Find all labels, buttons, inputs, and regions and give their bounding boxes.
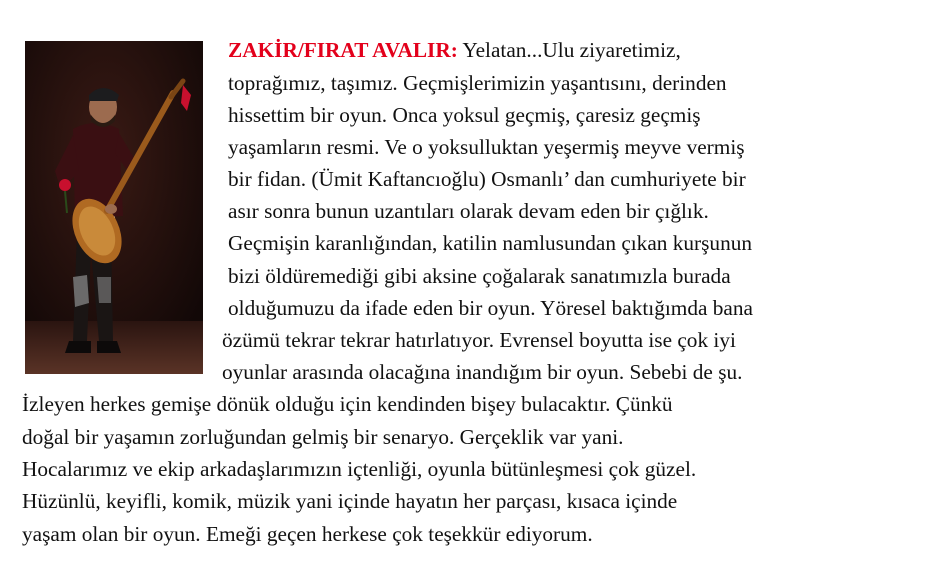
article-line-5: bir fidan. (Ümit Kaftancıoğlu) Osmanlı’ dan cumhuriyete bir: [228, 167, 746, 191]
article-line-14: Hocalarımız ve ekip arkadaşlarımızın içtenliği, oyunla bütünleşmesi çok güzel.: [22, 457, 697, 481]
article-line-12: İzleyen herkes gemişe dönük olduğu için kendinden bişey bulacaktır. Çünkü: [22, 392, 673, 416]
article-line-9: olduğumuzu da ifade eden bir oyun. Yöresel baktığımda bana: [228, 296, 753, 320]
article-line-16: yaşam olan bir oyun. Emeği geçen herkese çok teşekkür ediyorum.: [22, 522, 593, 546]
article-line-6: asır sonra bunun uzantıları olarak devam eden bir çığlık.: [228, 199, 709, 223]
line-text: Yelatan...Ulu ziyaretimiz,: [457, 38, 681, 62]
article-line-13: doğal bir yaşamın zorluğundan gelmiş bir senaryo. Gerçeklik var yani.: [22, 425, 624, 449]
article-line-3: hissettim bir oyun. Onca yoksul geçmiş, çaresiz geçmiş: [228, 103, 701, 127]
speaker-name: ZAKİR/FIRAT AVALIR:: [228, 38, 458, 62]
article-line-2: toprağımız, taşımız. Geçmişlerimizin yaşantısını, derinden: [228, 71, 727, 95]
article-line-15: Hüzünlü, keyifli, komik, müzik yani içinde hayatın her parçası, kısaca içinde: [22, 489, 678, 513]
article-line-7: Geçmişin karanlığından, katilin namlusundan çıkan kurşunun: [228, 231, 753, 255]
article-line-1: [228, 37, 681, 63]
article-line-10: özümü tekrar tekrar hatırlatıyor. Evrensel boyutta ise çok iyi: [222, 328, 736, 352]
article-line-8: bizi öldüremediği gibi aksine çoğalarak sanatımızla burada: [228, 264, 731, 288]
article-line-4: yaşamların resmi. Ve o yoksulluktan yeşermiş meyve vermiş: [228, 135, 745, 159]
article-line-11: oyunlar arasında olacağına inandığım bir oyun. Sebebi de şu.: [222, 360, 743, 384]
